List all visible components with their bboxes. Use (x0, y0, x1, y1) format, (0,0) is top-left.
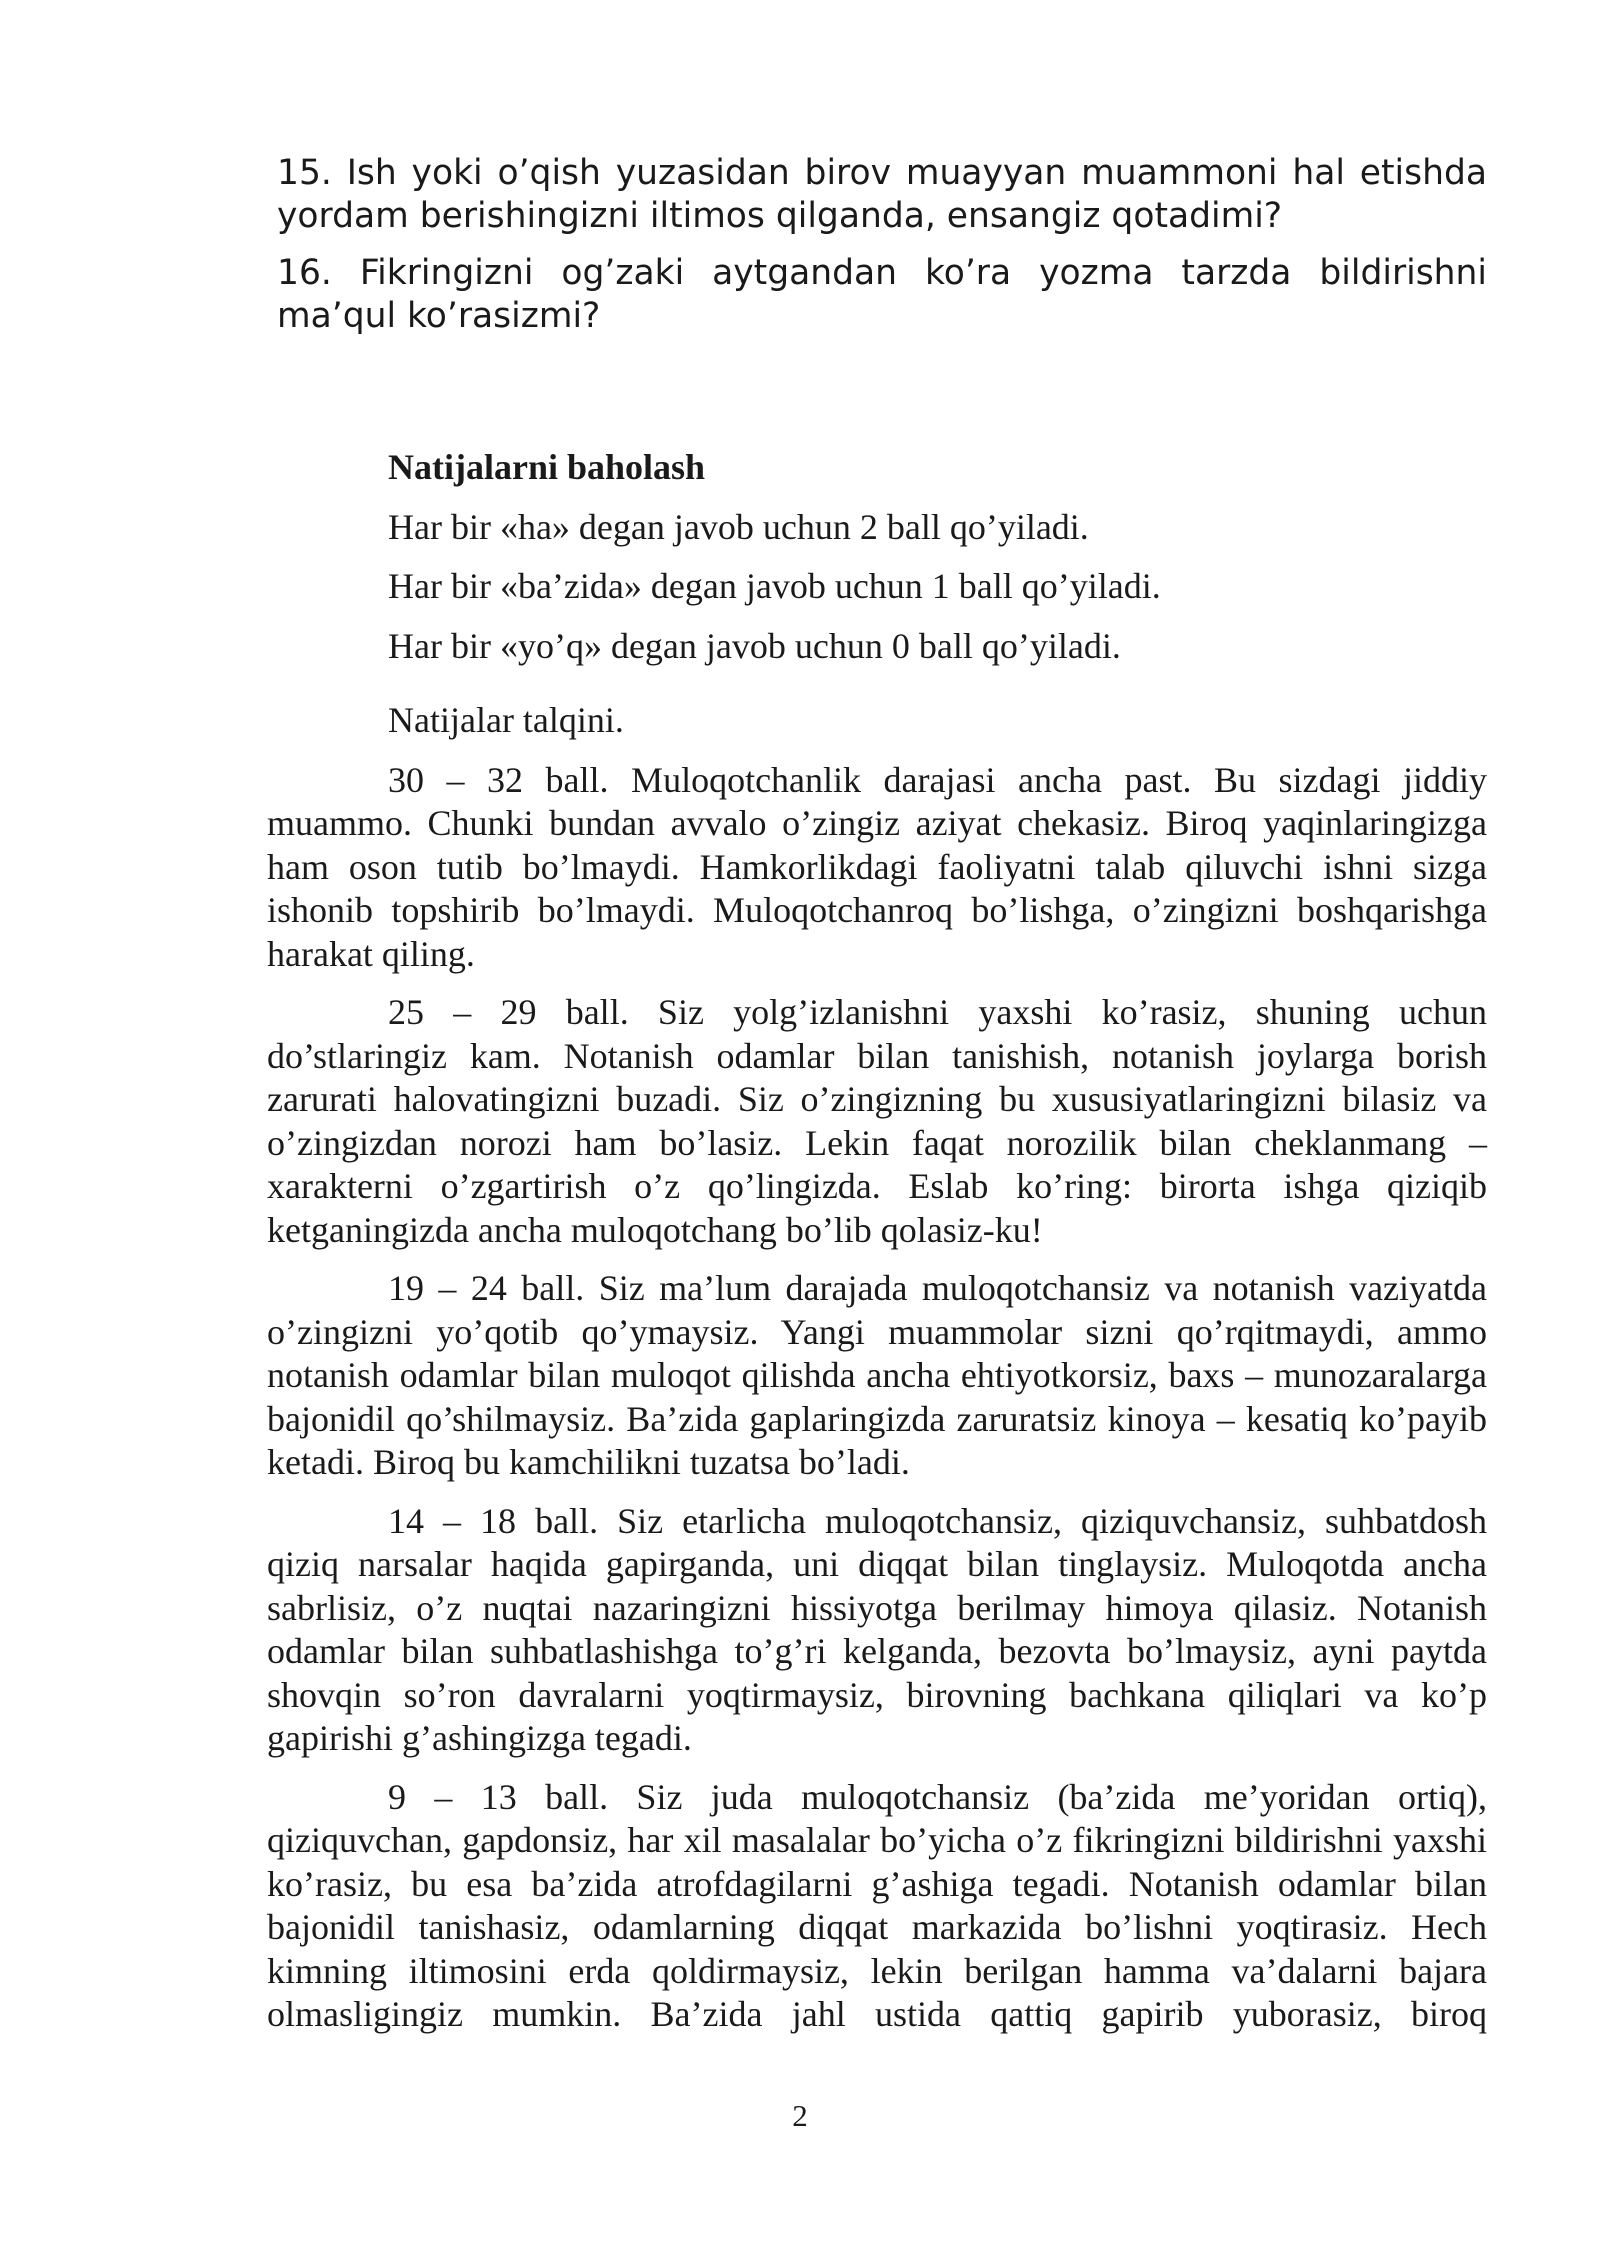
scoring-rule-sometimes: Har bir «ba’zida» degan javob uchun 1 ball qo’yiladi. (388, 566, 1161, 606)
interpretation-19-24: 19 – 24 ball. Siz ma’lum darajada muloqotchansiz va notanish vaziyatda o’zingizni yo’qotib qo’ymaysiz. Yangi muammolar sizni qo’rqitmaydi, ammo notanish odamlar bilan muloqot qilishda ancha ehtiyotkorsiz, baxs – munozaralarga bajonidil qo’shilmaysiz. Ba’zida gaplaringizda zaruratsiz kinoya – kesatiq ko’payib ketadi. Biroq bu kamchilikni tuzatsa bo’ladi. (267, 1268, 1487, 1482)
scoring-rule-yes: Har bir «ha» degan javob uchun 2 ball qo’yiladi. (388, 506, 1089, 547)
interpretation-heading: Natijalar talqini. (388, 700, 624, 740)
question-list (277, 152, 1487, 352)
interpretation-25-29: 25 – 29 ball. Siz yolg’izlanishni yaxshi ko’rasiz, shuning uchun do’stlaringiz kam. Notanish odamlar bilan tanishish, notanish joylarga borish zarurati halovatingizni buzadi. Siz o’zingizning bu xususiyatlaringizni bilasiz va o’zingizdan norozi ham bo’lasiz. Lekin faqat norozilik bilan cheklanmang – xarakterni o’zgartirish o’z qo’lingizda. Eslab ko’ring: birorta ishga qiziqib ketganingizda ancha muloqotchang bo’lib qolasiz-ku! (267, 992, 1487, 1250)
page-number: 2 (792, 2098, 808, 2133)
results-section (267, 446, 1487, 2052)
question-16: 16. Fikringizni og’zaki aytgandan ko’ra yozma tarzda bildirishni ma’qul ko’rasizmi? (277, 253, 1487, 336)
scoring-rule-no: Har bir «yo’q» degan javob uchun 0 ball qo’yiladi. (388, 625, 1121, 666)
interpretation-30-32: 30 – 32 ball. Muloqotchanlik darajasi ancha past. Bu sizdagi jiddiy muammo. Chunki bundan avvalo o’zingiz aziyat chekasiz. Biroq yaqinlaringizga ham oson tutib bo’lmaydi. Hamkorlikdagi faoliyatni talab qiluvchi ishni sizga ishonib topshirib bo’lmaydi. Muloqotchanroq bo’lishga, o’zingizni boshqarishga harakat qiling. (267, 759, 1487, 974)
scoring-heading: Natijalarni baholash (388, 447, 706, 487)
interpretation-14-18: 14 – 18 ball. Siz etarlicha muloqotchansiz, qiziquvchansiz, suhbatdosh qiziq narsalar haqida gapirganda, uni diqqat bilan tinglaysiz. Muloqotda ancha sabrlisiz, o’z nuqtai nazaringizni hissiyotga berilmay himoya qilasiz. Notanish odamlar bilan suhbatlashishga to’g’ri kelganda, bezovta bo’lmaysiz, ayni paytda shovqin so’ron davralarni yoqtirmaysiz, birovning bachkana qiliqlari va ko’p gapirishi g’ashingizga tegadi. (267, 1500, 1487, 1758)
interpretation-9-13: 9 – 13 ball. Siz juda muloqotchansiz (ba’zida me’yoridan ortiq), qiziquvchan, gapdonsiz, har xil masalalar bo’yicha o’z fikringizni bildirishni yaxshi ko’rasiz, bu esa ba’zida atrofdagilarni g’ashiga tegadi. Notanish odamlar bilan bajonidil tanishasiz, odamlarning diqqat markazida bo’lishni yoqtirasiz. Hech kimning iltimosini erda qoldirmaysiz, lekin berilgan hamma va’dalarni bajara olmasligingiz mumkin. Ba’zida jahl ustida qattiq gapirib yuborasiz, biroq (267, 1776, 1487, 2034)
question-15: 15. Ish yoki o’qish yuzasidan birov muayyan muammoni hal etishda yordam berishingizni iltimos qilganda, ensangiz qotadimi? (277, 153, 1487, 236)
